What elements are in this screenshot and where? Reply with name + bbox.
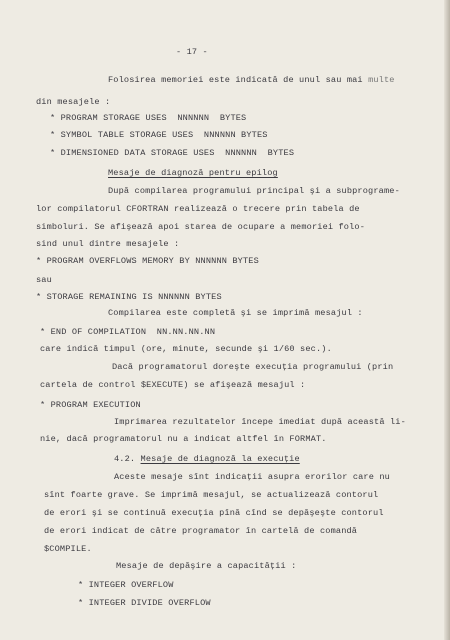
paragraph-line: Aceste mesaje sînt indicaţii asupra erorilor care nu — [114, 472, 390, 482]
paragraph-line: sind unul dintre mesajele : — [36, 239, 180, 249]
message-line: * PROGRAM EXECUTION — [40, 400, 141, 410]
message-line: * END OF COMPILATION NN.NN.NN.NN — [40, 327, 216, 337]
paragraph-line: $COMPILE. — [44, 544, 92, 554]
paragraph-line: sînt foarte grave. Se imprimă mesajul, se actualizează contorul — [44, 490, 379, 500]
list-item: * PROGRAM STORAGE USES NNNNNN BYTES — [50, 113, 247, 123]
paragraph-line: După compilarea programului principal şi a subprograme- — [108, 186, 400, 196]
message-line: * PROGRAM OVERFLOWS MEMORY BY NNNNNN BYTES — [36, 256, 259, 266]
paragraph-line — [108, 75, 395, 86]
list-item: * INTEGER DIVIDE OVERFLOW — [78, 598, 211, 608]
paragraph-text: Folosirea memoriei este indicată de unul sau mai — [108, 75, 369, 85]
paragraph-line: de erori şi se continuă execuţia pînă cînd se depăşeşte contorul — [44, 508, 384, 518]
message-line: * STORAGE REMAINING IS NNNNNN BYTES — [36, 292, 222, 302]
paragraph-line: lor compilatorul CFORTRAN realizează o trecere prin tabela de — [36, 204, 360, 214]
section-heading-line — [114, 454, 300, 465]
list-item: * DIMENSIONED DATA STORAGE USES NNNNNN BYTES — [50, 148, 295, 158]
page-number: - 17 - — [176, 47, 208, 57]
paragraph-line: Compilarea este completă şi se imprimă mesajul : — [108, 308, 363, 318]
paragraph-line: sau — [36, 275, 52, 285]
paragraph-line: Dacă programatorul doreşte execuţia programului (prin — [112, 362, 394, 372]
list-item: * SYMBOL TABLE STORAGE USES NNNNNN BYTES — [50, 130, 268, 140]
paragraph-line: simboluri. Se afişează apoi starea de ocupare a memoriei folo- — [36, 222, 366, 232]
paragraph-line: Imprimarea rezultatelor începe imediat după această li- — [114, 417, 406, 427]
paragraph-line: Mesaje de depăşire a capacităţii : — [116, 561, 297, 571]
paragraph-line: din mesajele : — [36, 97, 111, 107]
section-number: 4.2. — [114, 454, 141, 464]
paragraph-line: de erori indicat de către programator în cartelă de comandă — [44, 526, 358, 536]
paragraph-text-faint: multe — [368, 75, 395, 85]
paragraph-line: care indică timpul (ore, minute, secunde şi 1/60 sec.). — [40, 344, 332, 354]
list-item: * INTEGER OVERFLOW — [78, 580, 174, 590]
paragraph-line: nie, dacă programatorul nu a indicat altfel în FORMAT. — [40, 434, 327, 444]
section-title: Mesaje de diagnoză la execuţie — [140, 454, 300, 464]
paragraph-line: cartela de control $EXECUTE) se afişează mesajul : — [40, 380, 306, 390]
section-heading: Mesaje de diagnoză pentru epilog — [108, 168, 278, 178]
page-edge-shadow — [444, 0, 450, 640]
